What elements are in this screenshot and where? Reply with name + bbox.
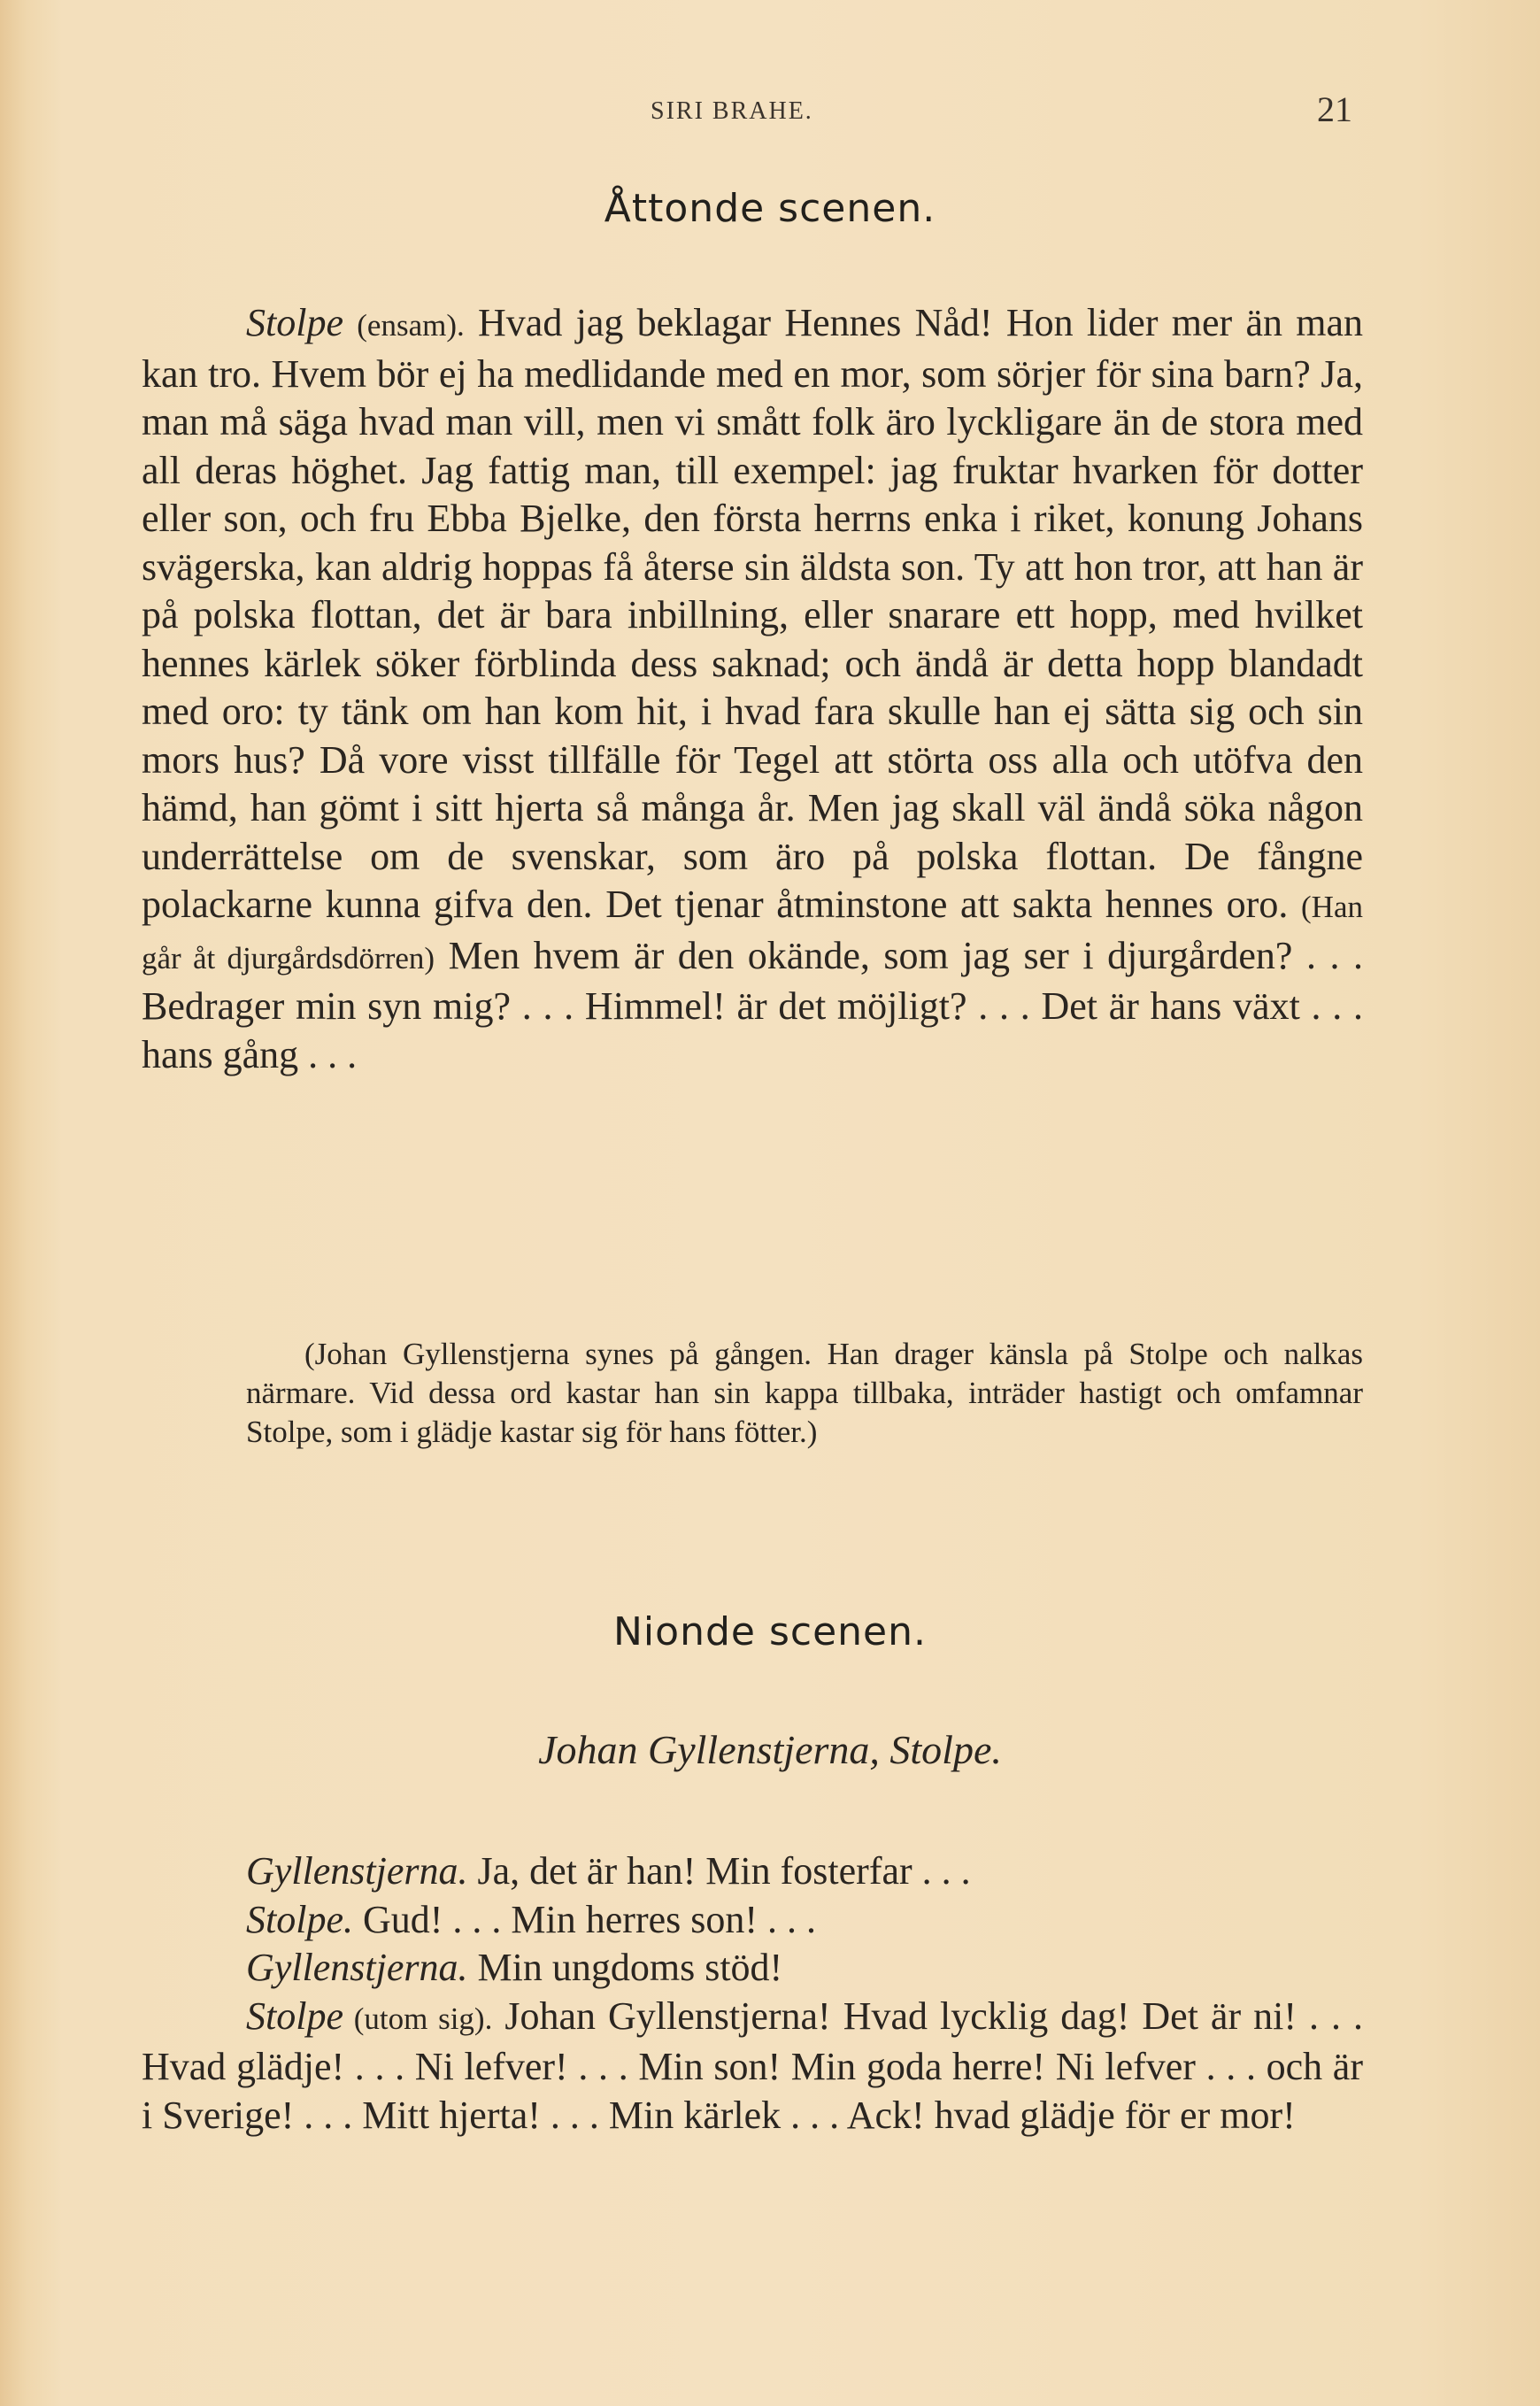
speaker-name: Stolpe.: [246, 1897, 353, 1941]
monologue-text-1: Hvad jag beklagar Hennes Nåd! Hon lider mer än man kan tro. Hvem bör ej ha medlidande med en mor, som sörjer för sina barn? Ja, man må säga hvad man vill, men vi smått folk äro lyckligare än de stora med all deras höghet. Jag fattig man, till exempel: jag fruktar hvarken för dotter eller son, och fru Ebba Bjelke, den första herrns enka i riket, konung Johans svägerska, kan aldrig hoppas få återse sin äldsta son. Ty att hon tror, att han är på polska flottan, det är bara inbillning, eller snarare ett hopp, med hvilket hennes kärlek söker förblinda dess saknad; och ändå är detta hopp blandadt med oro: ty tänk om han kom hit, i hvad fara skulle han ej sätta sig och sin mors hus? Då vore visst tillfälle för Tegel att störta oss alla och utöfva den hämd, han gömt i sitt hjerta så många år. Men jag skall väl ändå söka någon underrättelse om de svenskar, som äro på polska flottan. De fångne polackarne kunna gifva den. Det tjenar åtminstone att sakta hennes oro.: [142, 301, 1363, 926]
monologue-text-2: Men hvem är den okände, som jag ser i djurgården? . . . Bedrager min syn mig? . . . Himmel! är det möjligt? . . . Det är hans växt . . . hans gång . . .: [142, 933, 1363, 1076]
dialogue-line: [142, 1847, 1363, 1896]
page-number: 21: [1317, 89, 1352, 129]
monologue-paragraph: [142, 299, 1363, 1079]
scene-8-monologue: [142, 299, 1363, 1079]
characters-list: Johan Gyllenstjerna, Stolpe.: [538, 1727, 1002, 1772]
scene-heading-9: Nionde scenen.: [613, 1609, 927, 1654]
speaker-name: Gyllenstjerna.: [246, 1946, 468, 1989]
dialogue-text: Gud! . . . Min herres son! . . .: [352, 1897, 817, 1941]
speaker-name: Stolpe: [246, 301, 343, 344]
dialogue-text: Johan Gyllenstjerna! Hvad lycklig dag! Det är ni! . . . Hvad glädje! . . . Ni lefver! . . . Min son! Min goda herre! Ni lefver . . . och är i Sverige! . . . Mitt hjerta! . . . Min kärlek . . . Ack! hvad glädje för er mor!: [142, 1993, 1363, 2137]
speaker-name: Stolpe: [246, 1993, 343, 2038]
speaker-name: Gyllenstjerna.: [246, 1849, 468, 1893]
dialogue-line: [142, 1944, 1363, 1993]
inline-stage-direction: (Han går åt djurgårdsdörren): [142, 890, 1363, 976]
running-head: [0, 89, 1540, 133]
stage-direction: (Johan Gyllenstjerna synes på gången. Han drager känsla på Stolpe och nalkas närmare. Vid dessa ord kastar han sin kappa tillbaka, inträder hastigt och omfamnar Stolpe, som i glädje kastar sig för hans fötter.): [246, 1337, 1363, 1449]
dialogue-line: [142, 1896, 1363, 1945]
speaker-aside: (ensam).: [357, 308, 465, 343]
dialogue-line: [142, 1993, 1363, 2140]
scene-heading-8: Åttonde scenen.: [604, 186, 936, 231]
scene-9-dialogue: [142, 1847, 1363, 2140]
speaker-aside: (utom sig).: [343, 2001, 493, 2036]
dialogue-text: Min ungdoms stöd!: [467, 1946, 783, 1989]
dialogue-text: Ja, det är han! Min fosterfar . . .: [467, 1849, 971, 1893]
running-title: SIRI BRAHE.: [651, 97, 813, 125]
